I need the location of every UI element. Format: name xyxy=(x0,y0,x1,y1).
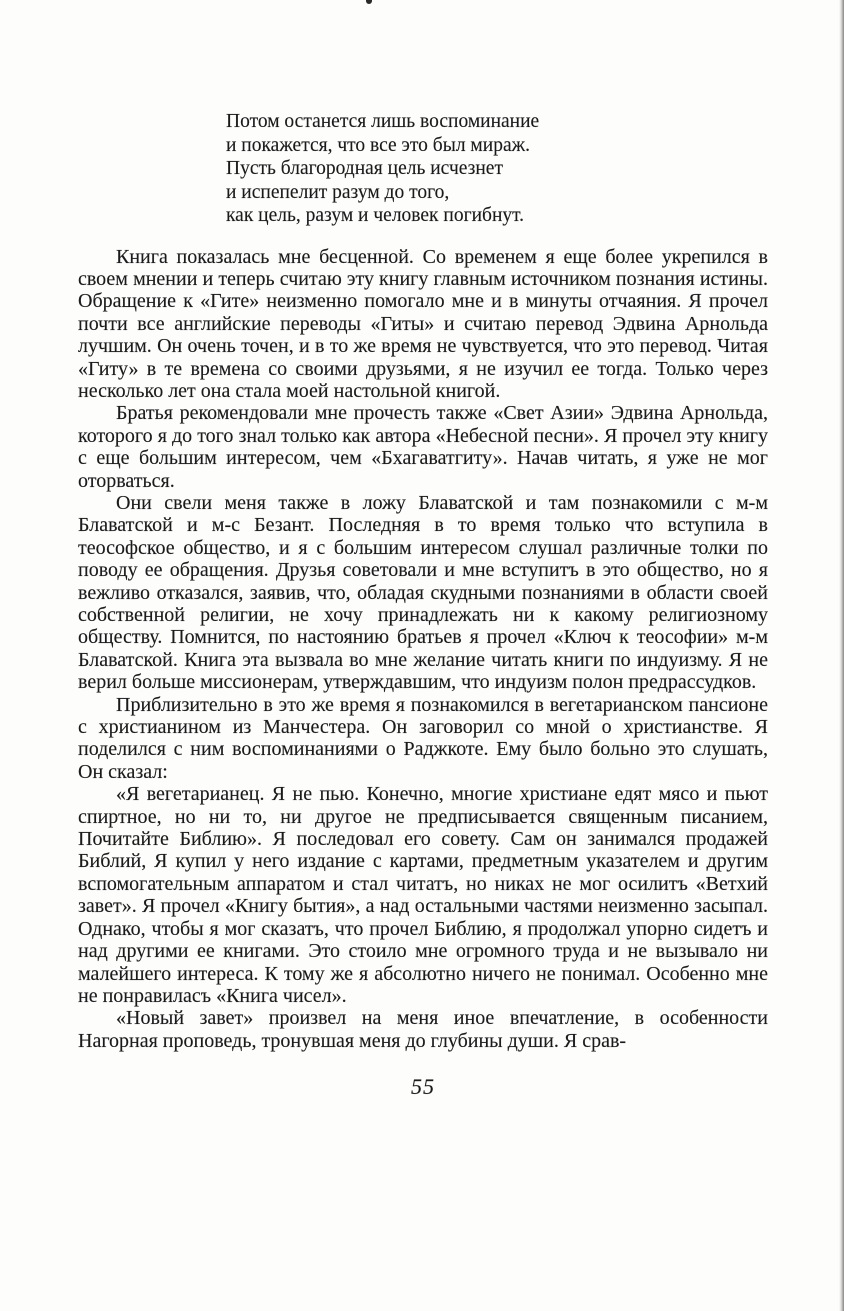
scan-artifact xyxy=(366,0,372,4)
paragraph-2: Братья рекомендовали мне прочесть также «Свет Азии» Эдвина Арнольда, которого я до того знал только как автора «Небесной песни». Я прочел эту книгу с еще большим интересом, чем «Бхагаватгиту». Начав читать, я уже не мог оторваться. xyxy=(78,402,768,492)
page-edge-shadow xyxy=(839,0,844,1311)
poem-line: как цель, разум и человек погибнут. xyxy=(226,205,525,226)
body-text xyxy=(78,246,768,1053)
text-block xyxy=(78,110,768,1100)
paragraph-4: Приблизительно в это же время я познакомился в вегетарианском пансионе с христианином из Манчестера. Он заговорил со мной о христианстве. Я поделился с ним воспоминаниями о Раджкоте. Ему было больно это слушать, Он сказал: xyxy=(78,693,768,783)
poem-epigraph xyxy=(226,110,768,228)
paragraph-3: Они свели меня также в ложу Блаватской и там познакомили с м-м Блаватской и м-с Безант. Последняя в то время только что вступила в теософское общество, и я с большим интересом слушал различные толки по поводу ее обращения. Друзья советовали и мне вступитъ в это общество, но я вежливо отказался, заявив, что, обладая скудными познаниями в области своей собственной религии, не хочу принадлежать ни к какому религиозному обществу. Помнится, по настоянию братьев я прочел «Ключ к теософии» м-м Блаватской. Книга эта вызвала во мне желание читать книги по индуизму. Я не верил больше миссионерам, утверждавшим, что индуизм полон предрассудков. xyxy=(78,491,768,694)
poem-line: Потом останется лишь воспоминание xyxy=(226,111,540,132)
paragraph-5: «Я вегетарианец. Я не пью. Конечно, многие христиане едят мясо и пьют спиртное, но ни то, ни другое не предписывается священным писанием, Почитайте Библию». Я последовал его совету. Сам он занимался продажей Библий, Я купил у него издание с картами, предметным указателем и другим вспомогательным аппаратом и стал читатъ, но никах не мог осилитъ «Ветхий завет». Я прочел «Книгу бытия», а над остальными частями неизменно засыпал. Однако, чтобы я мог сказатъ, что прочел Библию, я продолжал упорно сидетъ и над другими ее книгами. Это стоило мне огромного труда и не вызывало ни малейшего интереса. К тому же я абсолютно ничего не понимал. Особенно мне не понравиласъ «Книга чисел». xyxy=(78,783,768,1007)
paragraph-1: Книга показалась мне бесценной. Со временем я еще более укрепился в своем мнении и теперь считаю эту книгу главным источником познания истины. Обращение к «Гите» неизменно помогало мне и в минуты отчаяния. Я прочел почти все английские переводы «Гиты» и считаю перевод Эдвина Арнольда лучшим. Он очень точен, и в то же время не чувствуется, что это перевод. Читая «Гиту» в те времена со своими друзьями, я не изучил ее тогда. Только через несколько лет она стала моей настольной книгой. xyxy=(78,245,768,402)
poem-line: и покажется, что все это был мираж. xyxy=(226,134,530,156)
paragraph-6: «Новый завет» произвел на меня иное впечатление, в особенности Нагорная проповедь, тронувшая меня до глубины души. Я срав- xyxy=(78,1007,768,1052)
page-number: 55 xyxy=(411,1074,435,1100)
poem-line: и испепелит разум до того, xyxy=(226,181,450,203)
poem-line: Пусть благородная цель исчезнет xyxy=(226,158,503,179)
